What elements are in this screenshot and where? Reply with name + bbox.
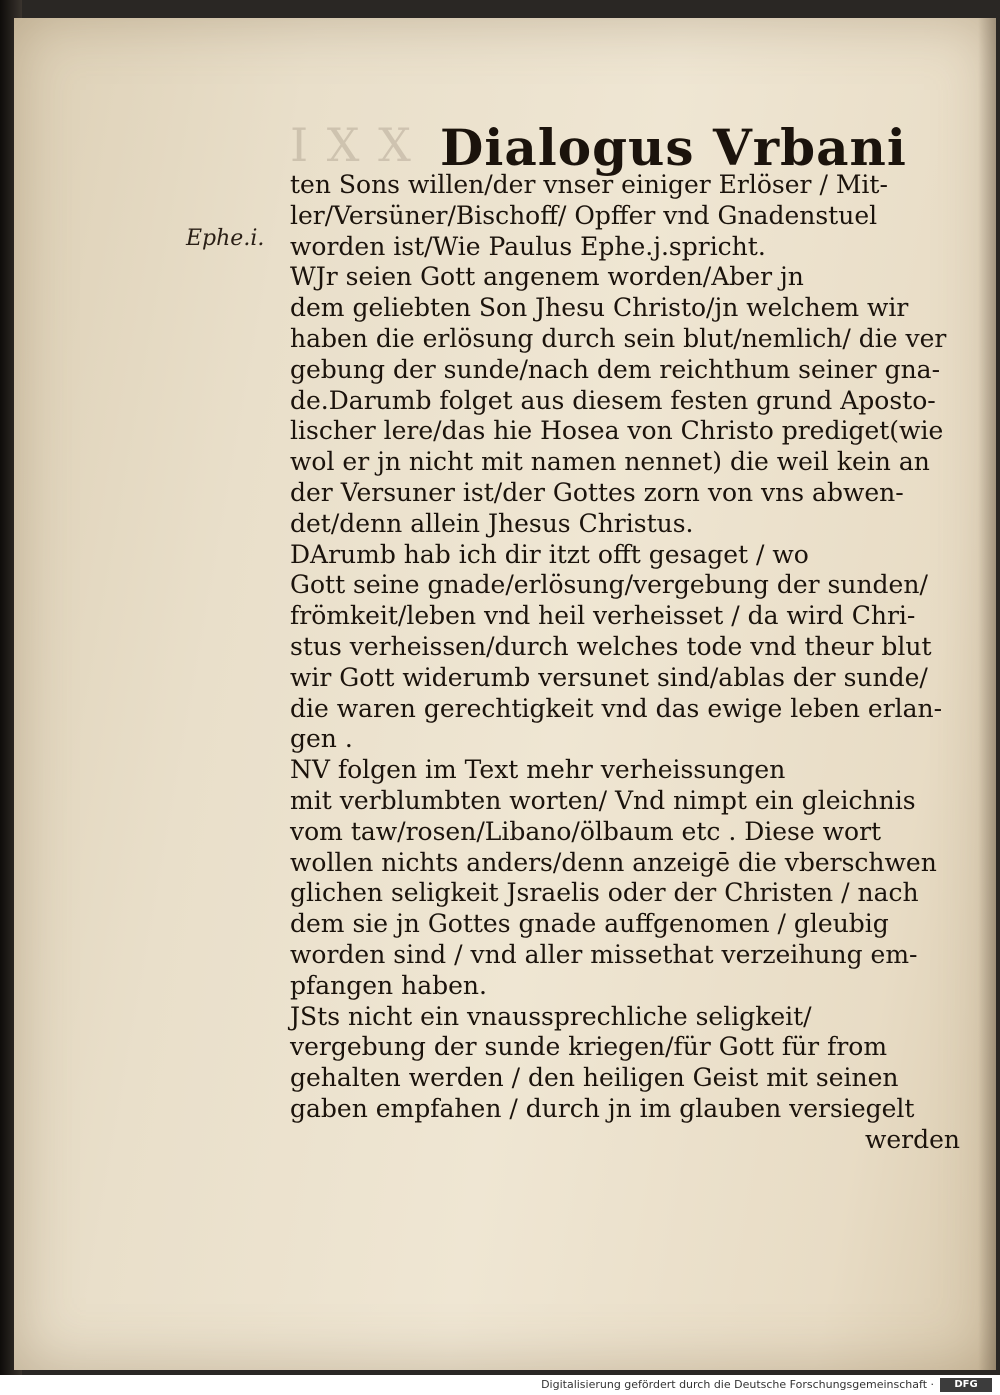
text-line: ler/Versüner/Bischoff/ Opffer vnd Gnadenstuel — [290, 200, 878, 230]
margin-note: Ephe.i. — [186, 226, 265, 251]
text-line: pfangen haben. — [290, 970, 487, 1000]
text-line: gaben empfahen / durch jn im glauben versiegelt — [290, 1093, 915, 1123]
footer-bar — [0, 1375, 1000, 1395]
text-line: wol er jn nicht mit namen nennet) die weil kein an — [290, 447, 930, 477]
text-line: WJr seien Gott angenem worden/Aber jn — [290, 262, 804, 292]
text-line: worden sind / vnd aller missethat verzeihung em- — [290, 939, 918, 969]
text-line: werden — [864, 1124, 960, 1154]
text-line: wollen nichts anders/denn anzeigē die vberschwen — [290, 847, 937, 877]
funding-credit: Digitalisierung gefördert durch die Deutsche Forschungsgemeinschaft · — [541, 1378, 934, 1391]
text-line: haben die erlösung durch sein blut/nemlich/ die ver — [290, 323, 947, 353]
text-line: lischer lere/das hie Hosea von Christo prediget(wie — [290, 416, 944, 446]
text-line: mit verblumbten worten/ Vnd nimpt ein gleichnis — [290, 785, 916, 815]
dfg-logo: DFG — [940, 1378, 992, 1392]
text-line: Gott seine gnade/erlösung/vergebung der sunden/ — [290, 570, 928, 600]
text-line: der Versuner ist/der Gottes zorn von vns abwen- — [290, 477, 904, 507]
text-line: ten Sons willen/der vnser einiger Erlöser / Mit- — [290, 170, 888, 199]
text-line: vom taw/rosen/Libano/ölbaum etc . Diese wort — [290, 816, 882, 846]
text-line: stus verheissen/durch welches tode vnd theur blut — [290, 631, 932, 661]
running-header: Dialogus Vrbani — [440, 118, 907, 177]
text-line: frömkeit/leben vnd heil verheisset / da wird Chri- — [290, 601, 916, 631]
text-line: vergebung der sunde kriegen/für Gott für from — [290, 1032, 888, 1062]
text-line: gebung der sunde/nach dem reichthum seiner gna- — [290, 354, 941, 384]
text-line: de.Darumb folget aus diesem festen grund Aposto- — [290, 385, 936, 415]
text-line: det/denn allein Jhesus Christus. — [290, 508, 694, 538]
text-line: worden ist/Wie Paulus Ephe.j.spricht. — [290, 231, 766, 261]
text-line: die waren gerechtigkeit vnd das ewige leben erlan- — [290, 693, 943, 723]
text-line: gen . — [290, 724, 353, 754]
page-edge-shadow — [978, 18, 996, 1370]
text-line: NV folgen im Text mehr verheissungen — [290, 755, 786, 785]
bleed-through-mark: I X X — [290, 118, 413, 172]
text-line: DArumb hab ich dir itzt offt gesaget / wo — [290, 539, 809, 569]
text-line: gehalten werden / den heiligen Geist mit seinen — [290, 1063, 899, 1093]
text-line: wir Gott widerumb versunet sind/ablas der sunde/ — [290, 662, 928, 692]
text-line: JSts nicht ein vnaussprechliche seligkeit/ — [290, 1001, 812, 1031]
text-line: dem sie jn Gottes gnade auffgenomen / gleubig — [290, 909, 889, 939]
text-line: dem geliebten Son Jhesu Christo/jn welchem wir — [290, 293, 909, 323]
body-text — [290, 170, 970, 1156]
text-line: glichen seligkeit Jsraelis oder der Christen / nach — [290, 878, 919, 908]
